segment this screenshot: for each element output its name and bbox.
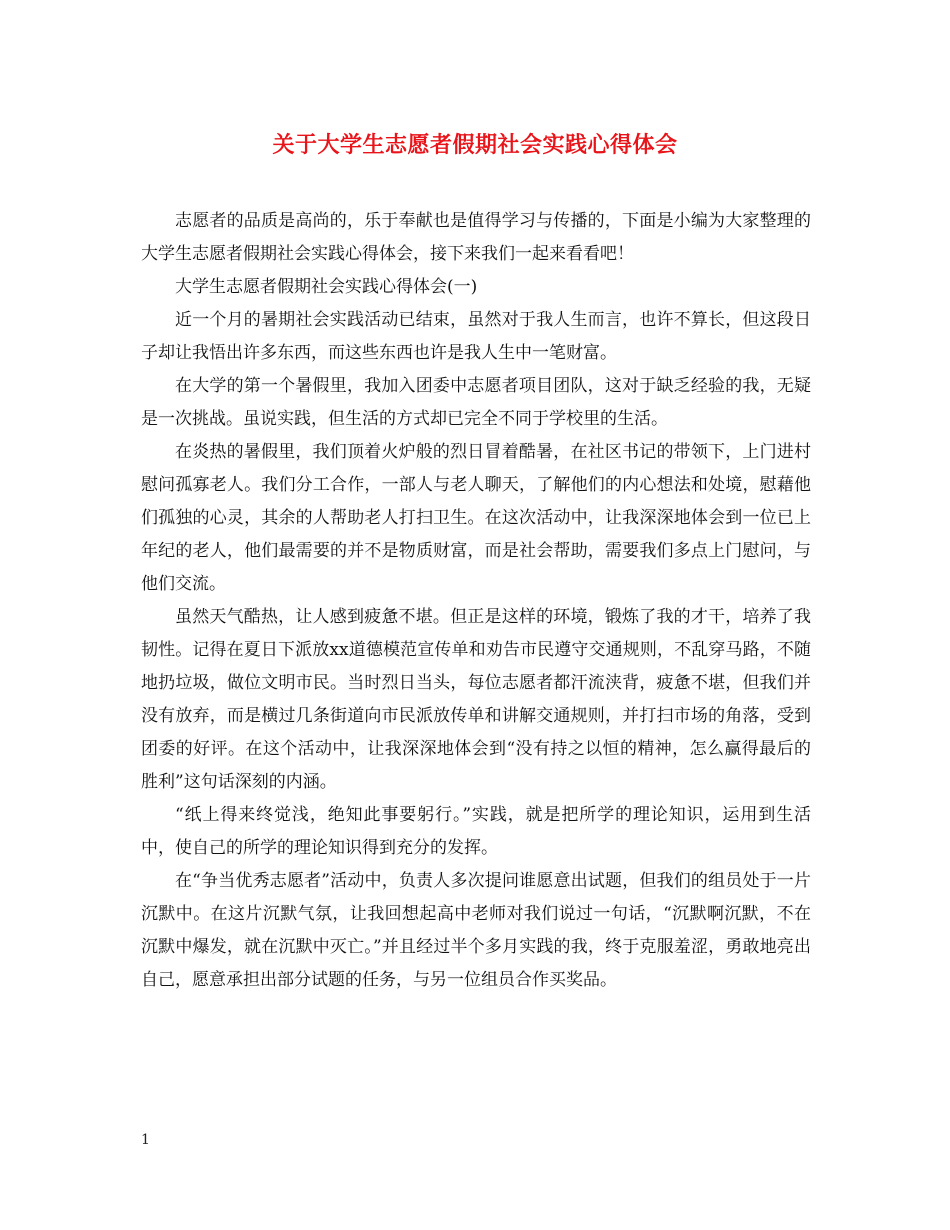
document-title: 关于大学生志愿者假期社会实践心得体会 [272,132,678,158]
paragraph-intro: 志愿者的品质是高尚的，乐于奉献也是值得学习与传播的，下面是小编为大家整理的大学生志愿者假期社会实践心得体会，接下来我们一起来看看吧！ [141,211,811,264]
section-heading: 大学生志愿者假期社会实践心得体会(一) [175,277,478,297]
paragraph: 近一个月的暑期社会实践活动已结束，虽然对于我人生而言，也许不算长，但这段日子却让我悟出许多东西，而这些东西也许是我人生中一笔财富。 [141,310,811,363]
page-number: 1 [141,1132,150,1148]
paragraph: 在炎热的暑假里，我们顶着火炉般的烈日冒着酷暑，在社区书记的带领下，上门进村慰问孤寡老人。我们分工合作，一部人与老人聊天，了解他们的内心想法和处境，慰藉他们孤独的心灵，其余的人帮助老人打扫卫生。在这次活动中，让我深深地体会到一位已上年纪的老人，他们最需要的并不是物质财富，而是社会帮助，需要我们多点上门慰问，与他们交流。 [141,442,811,594]
document-body [141,205,811,997]
paragraph: 在“争当优秀志愿者”活动中，负责人多次提问谁愿意出试题，但我们的组员处于一片沉默中。在这片沉默气氛，让我回想起高中老师对我们说过一句话，“沉默啊沉默，不在沉默中爆发，就在沉默中灭亡。”并且经过半个多月实践的我，终于克服羞涩，勇敢地亮出自己，愿意承担出部分试题的任务，与另一位组员合作买奖品。 [141,871,811,990]
paragraph: 在大学的第一个暑假里，我加入团委中志愿者项目团队，这对于缺乏经验的我，无疑是一次挑战。虽说实践，但生活的方式却已完全不同于学校里的生活。 [141,376,811,429]
paragraph: 虽然天气酷热，让人感到疲惫不堪。但正是这样的环境，锻炼了我的才干，培养了我韧性。记得在夏日下派放xx道德模范宣传单和劝告市民遵守交通规则，不乱穿马路，不随地扔垃圾，做位文明市民。当时烈日当头，每位志愿者都汗流浃背，疲惫不堪，但我们并没有放弃，而是横过几条街道向市民派放传单和讲解交通规则，并打扫市场的角落，受到团委的好评。在这个活动中，让我深深地体会到“没有持之以恒的精神，怎么赢得最后的胜利”这句话深刻的内涵。 [141,607,811,792]
paragraph: “纸上得来终觉浅，绝知此事要躬行。”实践，就是把所学的理论知识，运用到生活中，使自己的所学的理论知识得到充分的发挥。 [141,805,811,858]
